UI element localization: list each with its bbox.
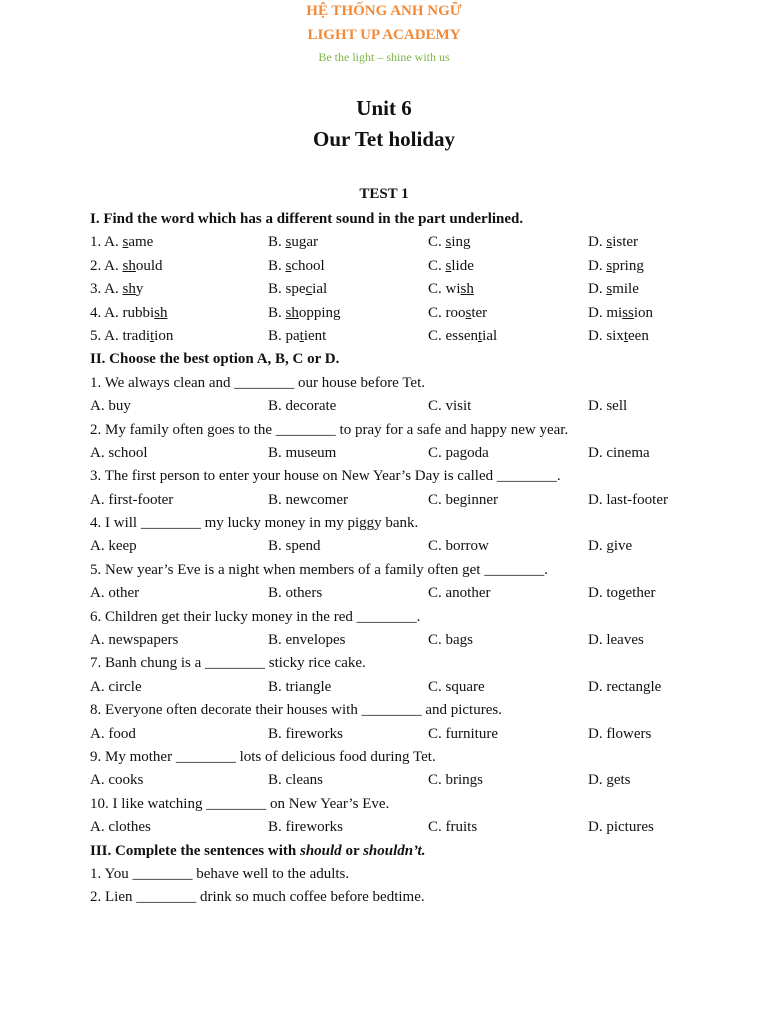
pronunciation-option: B. sugar bbox=[268, 234, 319, 251]
pronunciation-option: D. mission bbox=[588, 304, 654, 321]
underlined-part: t bbox=[623, 327, 629, 344]
answer-option: C. another bbox=[428, 585, 491, 602]
pronunciation-option: C. rooster bbox=[428, 304, 488, 321]
pronunciation-row bbox=[90, 278, 730, 301]
answer-option: D. sell bbox=[588, 398, 628, 415]
question-text: 10. I like watching ________ on New Year’s Eve. bbox=[90, 795, 390, 812]
pronunciation-option: 5. A. tradition bbox=[90, 327, 174, 344]
answer-option: A. keep bbox=[90, 538, 137, 555]
answer-option: A. newspapers bbox=[90, 632, 179, 649]
pronunciation-option: B. special bbox=[268, 281, 328, 298]
question-text: 8. Everyone often decorate their houses with ________ and pictures. bbox=[90, 702, 502, 719]
pronunciation-row bbox=[90, 255, 730, 278]
pronunciation-option: B. school bbox=[268, 257, 325, 274]
answer-option: B. envelopes bbox=[268, 632, 346, 649]
underlined-part: s bbox=[445, 257, 452, 274]
answer-option: D. rectangle bbox=[588, 678, 662, 695]
answer-option: D. pictures bbox=[588, 819, 654, 836]
answer-options-row bbox=[90, 676, 730, 699]
underlined-part: t bbox=[478, 327, 483, 344]
pronunciation-option: 2. A. should bbox=[90, 257, 163, 274]
section3-sentences bbox=[90, 863, 730, 910]
answer-option: B. fireworks bbox=[268, 819, 343, 836]
answer-option: B. cleans bbox=[268, 772, 323, 789]
answer-options-row bbox=[90, 489, 730, 512]
question-text: 6. Children get their lucky money in the red ________. bbox=[90, 608, 421, 625]
section3-heading-text: III. Complete the sentences with bbox=[90, 842, 300, 859]
completion-sentence: 2. Lien ________ drink so much coffee before bedtime. bbox=[90, 889, 425, 906]
answer-option: D. give bbox=[588, 538, 633, 555]
answer-option: B. newcomer bbox=[268, 491, 348, 508]
completion-sentence: 1. You ________ behave well to the adults. bbox=[90, 865, 350, 882]
answer-option: A. first-footer bbox=[90, 491, 174, 508]
answer-option: A. buy bbox=[90, 398, 131, 415]
section3-heading bbox=[90, 840, 730, 863]
academy-system-name: HỆ THỐNG ANH NGỮ bbox=[306, 3, 462, 19]
answer-option: B. others bbox=[268, 585, 323, 602]
answer-option: B. spend bbox=[268, 538, 321, 555]
underlined-part: s bbox=[445, 234, 452, 251]
pronunciation-option: C. slide bbox=[428, 257, 474, 274]
answer-options-row bbox=[90, 629, 730, 652]
pronunciation-option: 3. A. shy bbox=[90, 281, 144, 298]
section2-heading: II. Choose the best option A, B, C or D. bbox=[90, 351, 340, 368]
question-text: 3. The first person to enter your house on New Year’s Day is called ________. bbox=[90, 468, 561, 485]
underlined-part: s bbox=[606, 281, 613, 298]
answer-options-row bbox=[90, 816, 730, 839]
underlined-part: s bbox=[606, 257, 613, 274]
question-text: 9. My mother ________ lots of delicious food during Tet. bbox=[90, 748, 436, 765]
underlined-part: s bbox=[285, 257, 292, 274]
answer-option: C. brings bbox=[428, 772, 484, 789]
underlined-part: sh bbox=[460, 281, 474, 298]
answer-option: A. circle bbox=[90, 678, 142, 695]
answer-option: C. fruits bbox=[428, 819, 478, 836]
answer-option: D. together bbox=[588, 585, 656, 602]
answer-option: C. pagoda bbox=[428, 444, 489, 461]
unit-number: Unit 6 bbox=[356, 96, 412, 120]
pronunciation-option: C. wish bbox=[428, 281, 474, 298]
answer-option: B. fireworks bbox=[268, 725, 343, 742]
academy-name: LIGHT UP ACADEMY bbox=[307, 27, 461, 43]
answer-option: C. furniture bbox=[428, 725, 498, 742]
question-text: 1. We always clean and ________ our house before Tet. bbox=[90, 374, 426, 391]
answer-options-row bbox=[90, 723, 730, 746]
pronunciation-option: D. sixteen bbox=[588, 327, 649, 344]
section2-questions bbox=[90, 372, 730, 840]
pronunciation-option: C. sing bbox=[428, 234, 471, 251]
pronunciation-option: 4. A. rubbish bbox=[90, 304, 168, 321]
underlined-part: ss bbox=[622, 304, 634, 321]
answer-option: C. visit bbox=[428, 398, 472, 415]
answer-option: A. food bbox=[90, 725, 136, 742]
answer-option: C. bags bbox=[428, 632, 473, 649]
underlined-part: s bbox=[606, 234, 613, 251]
answer-option: D. last-footer bbox=[588, 491, 668, 508]
question-text: 5. New year’s Eve is a night when members of a family often get ________. bbox=[90, 561, 548, 578]
answer-option: D. gets bbox=[588, 772, 631, 789]
section3-heading-shouldnt: shouldn’t. bbox=[363, 842, 426, 859]
underlined-part: c bbox=[305, 281, 313, 298]
answer-options-row bbox=[90, 769, 730, 792]
pronunciation-row bbox=[90, 231, 730, 254]
underlined-part: sh bbox=[285, 304, 299, 321]
answer-options-row bbox=[90, 442, 730, 465]
underlined-part: t bbox=[299, 327, 304, 344]
answer-option: B. museum bbox=[268, 444, 337, 461]
pronunciation-option: D. spring bbox=[588, 257, 644, 274]
underlined-part: sh bbox=[122, 281, 136, 298]
underlined-part: sh bbox=[122, 257, 136, 274]
answer-option: C. beginner bbox=[428, 491, 498, 508]
pronunciation-option: B. patient bbox=[268, 327, 327, 344]
pronunciation-option: B. shopping bbox=[268, 304, 341, 321]
section3-heading-should: should bbox=[299, 842, 342, 859]
underlined-part: s bbox=[465, 304, 472, 321]
section1-rows bbox=[90, 231, 730, 348]
section3-heading-or: or bbox=[341, 842, 364, 859]
answer-option: D. leaves bbox=[588, 632, 644, 649]
answer-option: A. clothes bbox=[90, 819, 151, 836]
pronunciation-row bbox=[90, 325, 730, 348]
question-text: 7. Banh chung is a ________ sticky rice cake. bbox=[90, 655, 366, 672]
answer-option: B. decorate bbox=[268, 398, 337, 415]
underlined-part: s bbox=[285, 234, 292, 251]
answer-option: D. flowers bbox=[588, 725, 652, 742]
underlined-part: sh bbox=[154, 304, 168, 321]
question-text: 2. My family often goes to the ________ to pray for a safe and happy new year. bbox=[90, 421, 569, 438]
test-title: TEST 1 bbox=[359, 186, 409, 202]
answer-option: A. cooks bbox=[90, 772, 144, 789]
answer-option: C. square bbox=[428, 678, 485, 695]
answer-option: A. other bbox=[90, 585, 140, 602]
underlined-part: t bbox=[150, 327, 155, 344]
pronunciation-option: D. sister bbox=[588, 234, 639, 251]
answer-option: C. borrow bbox=[428, 538, 489, 555]
pronunciation-option: C. essential bbox=[428, 327, 498, 344]
answer-option: B. triangle bbox=[268, 678, 332, 695]
worksheet-content bbox=[90, 208, 730, 910]
answer-options-row bbox=[90, 535, 730, 558]
pronunciation-row bbox=[90, 302, 730, 325]
section1-heading: I. Find the word which has a different sound in the part underlined. bbox=[90, 211, 524, 227]
answer-options-row bbox=[90, 582, 730, 605]
answer-option: A. school bbox=[90, 444, 148, 461]
question-text: 4. I will ________ my lucky money in my piggy bank. bbox=[90, 515, 419, 532]
underlined-part: s bbox=[122, 234, 129, 251]
answer-options-row bbox=[90, 395, 730, 418]
pronunciation-option: D. smile bbox=[588, 281, 639, 298]
unit-title: Our Tet holiday bbox=[313, 127, 455, 151]
answer-option: D. cinema bbox=[588, 444, 650, 461]
pronunciation-option: 1. A. same bbox=[90, 234, 154, 251]
academy-slogan: Be the light – shine with us bbox=[318, 50, 450, 64]
